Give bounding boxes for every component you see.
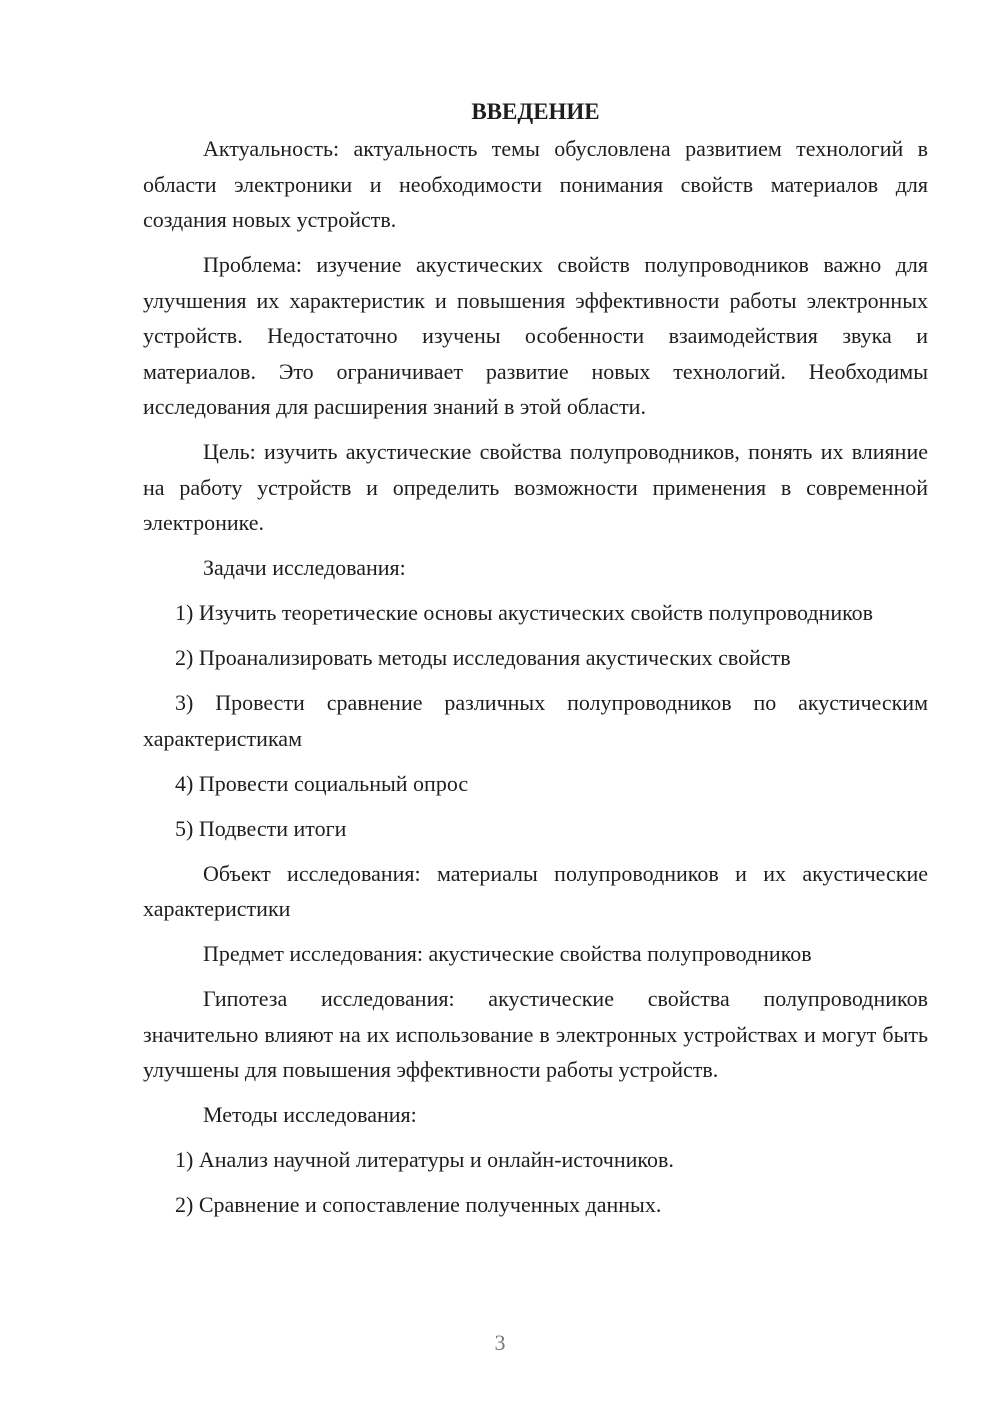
tasks-title: Задачи исследования: (203, 555, 406, 580)
paragraph-subject: Предмет исследования: акустические свойства полупроводников (203, 941, 812, 966)
document-page (143, 94, 928, 1232)
paragraph-problem: Проблема: изучение акустических свойств полупроводников важно для улучшения их характеристик и повышения эффективности работы электронных устройств. Недостаточно изучены особенности взаимодействия звука и материалов. Это ограничивает развитие новых технологий. Необходимы исследования для расширения знаний в этой области. (143, 252, 928, 419)
page-number: 3 (494, 1330, 506, 1355)
paragraph-relevance: Актуальность: актуальность темы обусловлена развитием технологий в области электроники и необходимости понимания свойств материалов для создания новых устройств. (143, 136, 928, 232)
section-heading: ВВЕДЕНИЕ (471, 99, 600, 124)
task-item-3: 3) Провести сравнение различных полупроводников по акустическим характеристикам (143, 690, 928, 751)
paragraph-object: Объект исследования: материалы полупроводников и их акустические характеристики (143, 860, 928, 921)
methods-title: Методы исследования: (203, 1102, 417, 1127)
task-item-2: 2) Проанализировать методы исследования акустических свойств (175, 645, 791, 670)
method-item-1: 1) Анализ научной литературы и онлайн-источников. (175, 1147, 674, 1172)
method-item-2: 2) Сравнение и сопоставление полученных данных. (175, 1192, 662, 1217)
task-item-5: 5) Подвести итоги (175, 815, 347, 841)
paragraph-hypothesis: Гипотеза исследования: акустические свойства полупроводников значительно влияют на их использование в электронных устройствах и могут быть улучшены для повышения эффективности работы устройств. (143, 986, 928, 1082)
task-item-4: 4) Провести социальный опрос (175, 770, 469, 796)
task-item-1: 1) Изучить теоретические основы акустических свойств полупроводников (175, 600, 874, 625)
paragraph-goal: Цель: изучить акустические свойства полупроводников, понять их влияние на работу устройств и определить возможности применения в современной электронике. (143, 439, 928, 535)
